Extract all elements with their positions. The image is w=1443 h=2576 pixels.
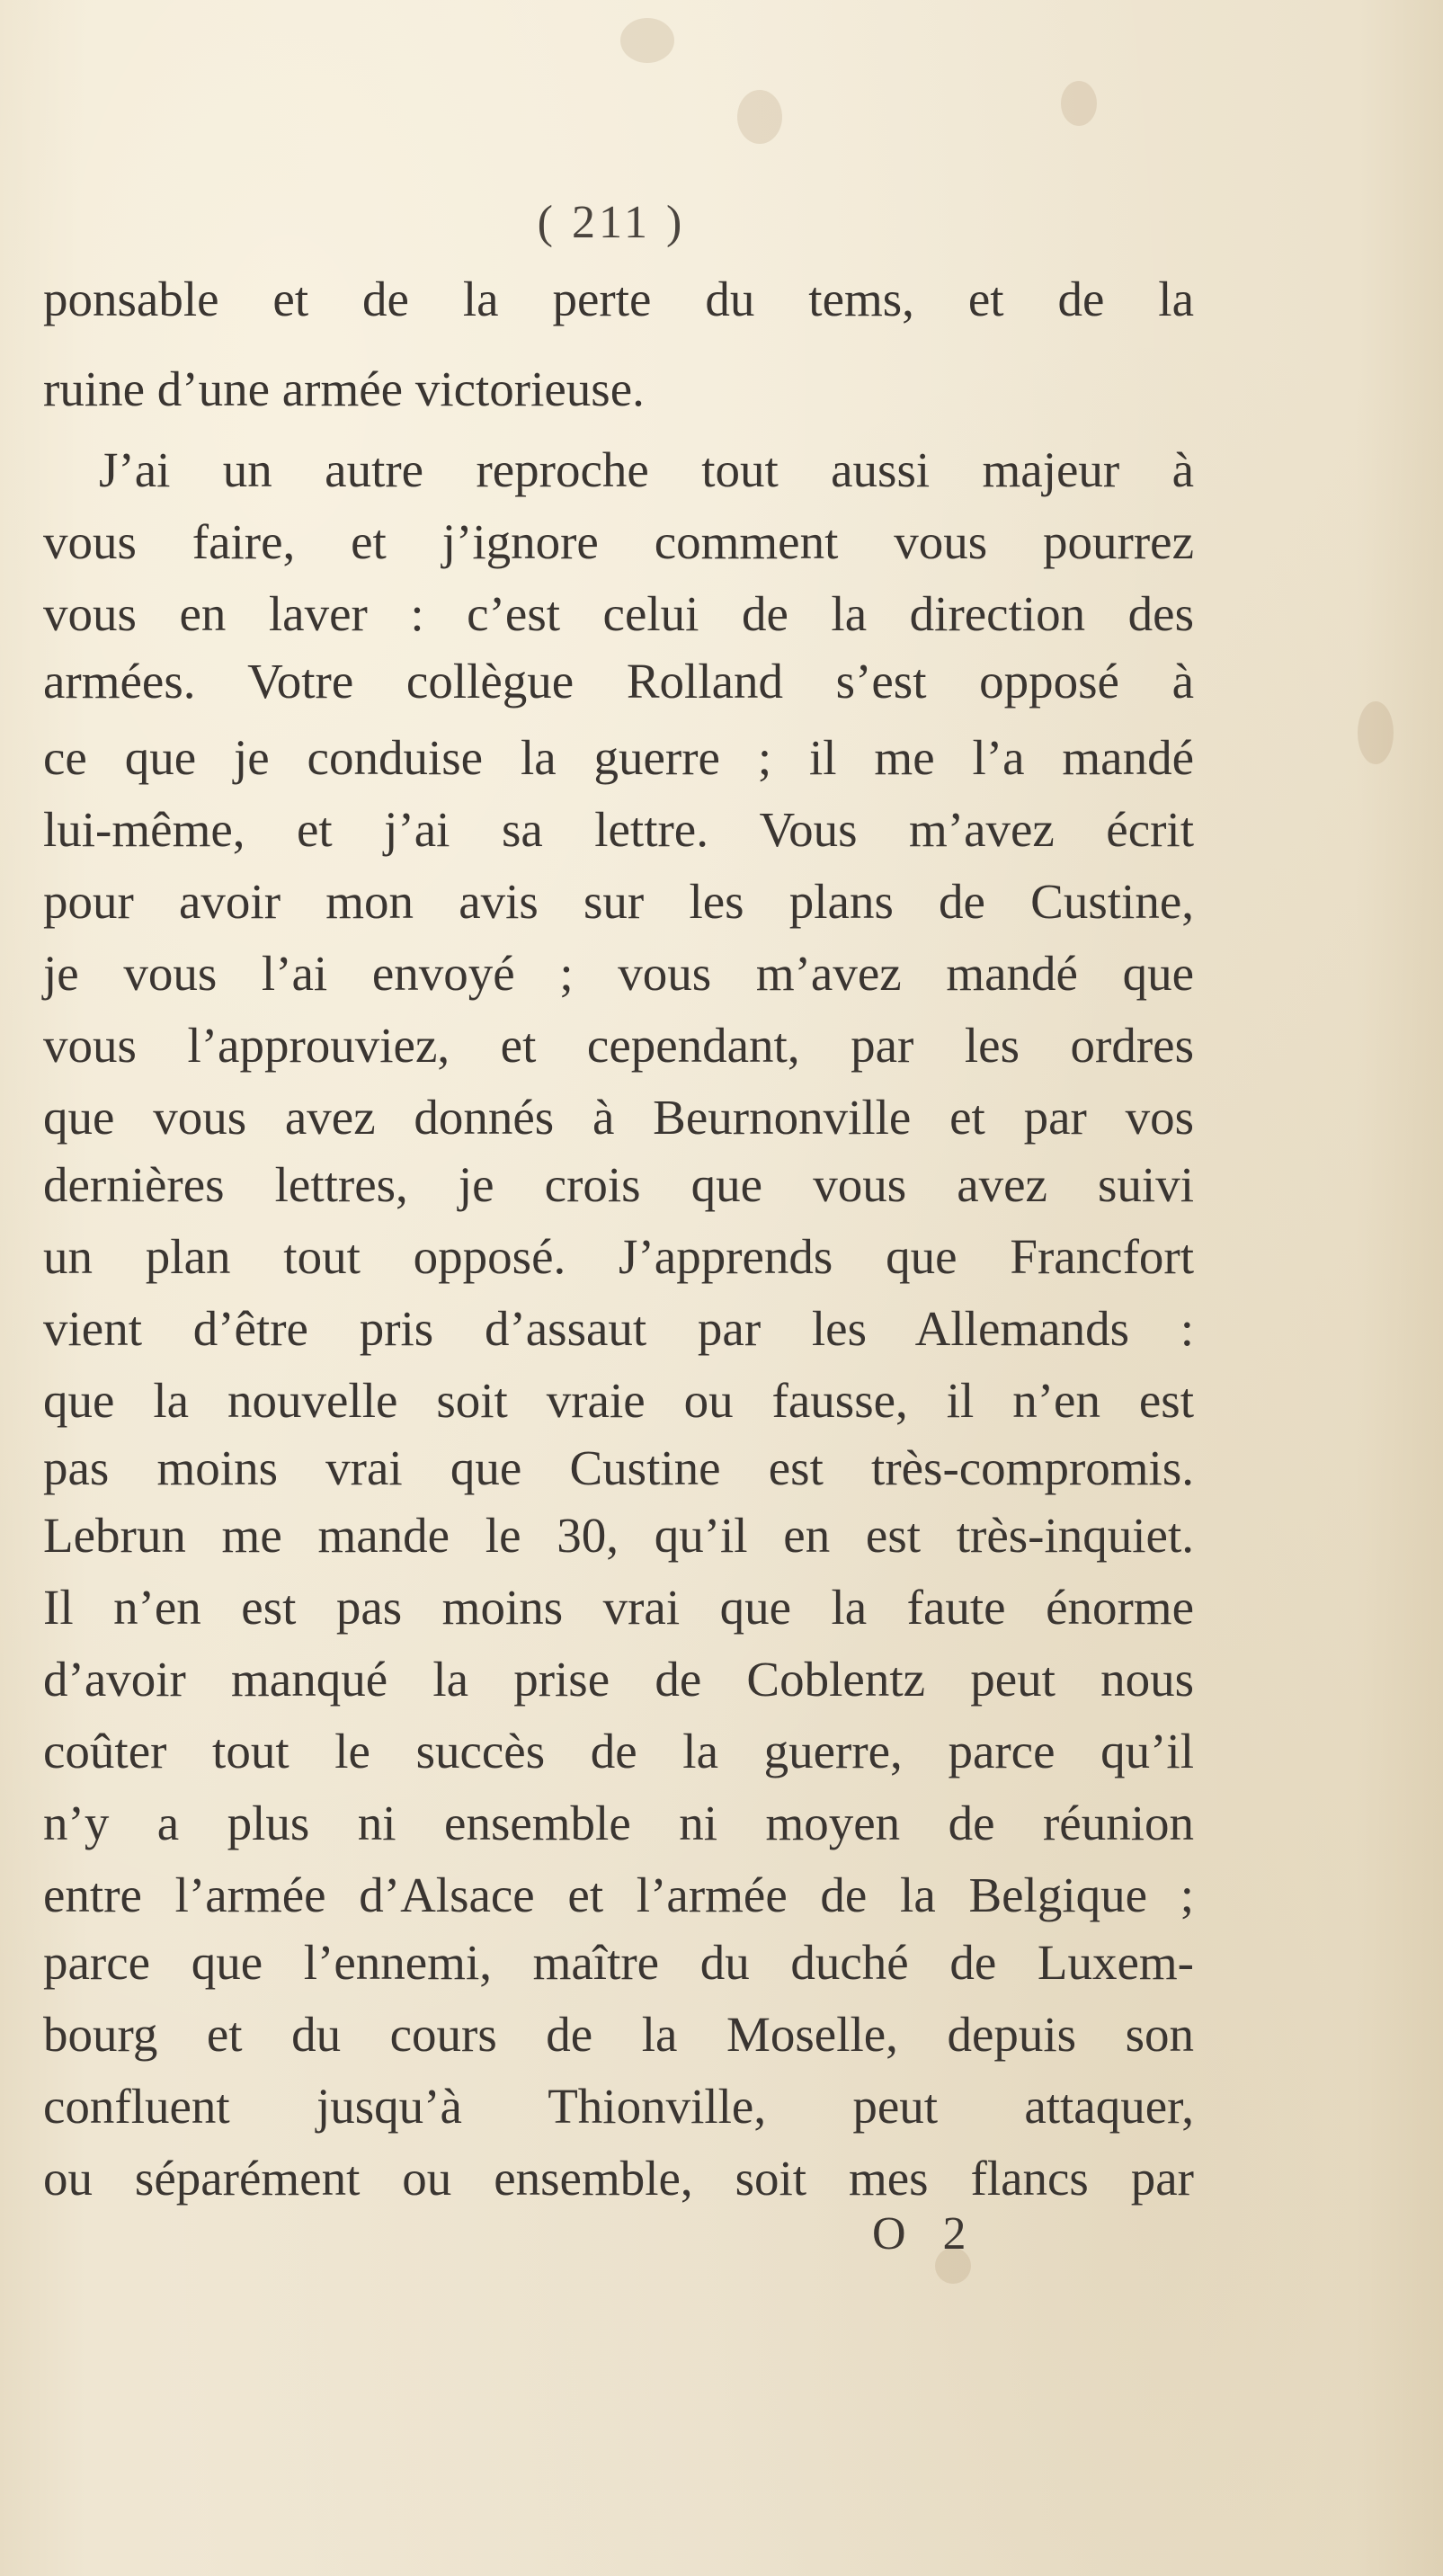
text-line: vous faire, et j’ignore comment vous pourrez [43,514,1194,569]
text-line: pas moins vrai que Custine est très-compromis. [43,1440,1194,1495]
text-line: Lebrun me mande le 30, qu’il en est très-inquiet. [43,1508,1194,1563]
text-line: d’avoir manqué la prise de Coblentz peut nous [43,1652,1194,1707]
text-line: vient d’être pris d’assaut par les Allemands : [43,1301,1194,1356]
text-line: dernières lettres, je crois que vous avez suivi [43,1157,1194,1212]
text-line: bourg et du cours de la Moselle, depuis son [43,2007,1194,2062]
text-line: Il n’en est pas moins vrai que la faute énorme [43,1580,1194,1635]
text-line: confluent jusqu’à Thionville, peut attaquer, [43,2079,1194,2134]
text-line: je vous l’ai envoyé ; vous m’avez mandé que [43,946,1194,1001]
text-line: entre l’armée d’Alsace et l’armée de la Belgique ; [43,1867,1194,1922]
signature-mark: O 2 [872,2208,979,2260]
text-line: pour avoir mon avis sur les plans de Custine, [43,874,1194,929]
text-line: armées. Votre collègue Rolland s’est opposé à [43,654,1194,709]
text-line: n’y a plus ni ensemble ni moyen de réunion [43,1796,1194,1850]
text-line: coûter tout le succès de la guerre, parce qu’il [43,1724,1194,1778]
text-line: un plan tout opposé. J’apprends que Francfort [43,1229,1194,1284]
text-line: lui-même, et j’ai sa lettre. Vous m’avez écrit [43,802,1194,857]
text-line: ce que je conduise la guerre ; il me l’a mandé [43,730,1194,785]
text-line: parce que l’ennemi, maître du duché de Luxem- [43,1935,1194,1990]
text-line: ou séparément ou ensemble, soit mes flancs par [43,2151,1194,2206]
text-line: ponsable et de la perte du tems, et de la [43,272,1194,326]
text-line: ruine d’une armée victorieuse. [43,361,645,416]
text-line: vous en laver : c’est celui de la direction des [43,586,1194,641]
text-line: que la nouvelle soit vraie ou fausse, il n’en est [43,1373,1194,1428]
text-line: que vous avez donnés à Beurnonville et par vos [43,1090,1194,1145]
text-line: J’ai un autre reproche tout aussi majeur à [99,442,1194,497]
page-number: ( 211 ) [537,197,686,248]
text-line: vous l’approuviez, et cependant, par les ordres [43,1018,1194,1073]
